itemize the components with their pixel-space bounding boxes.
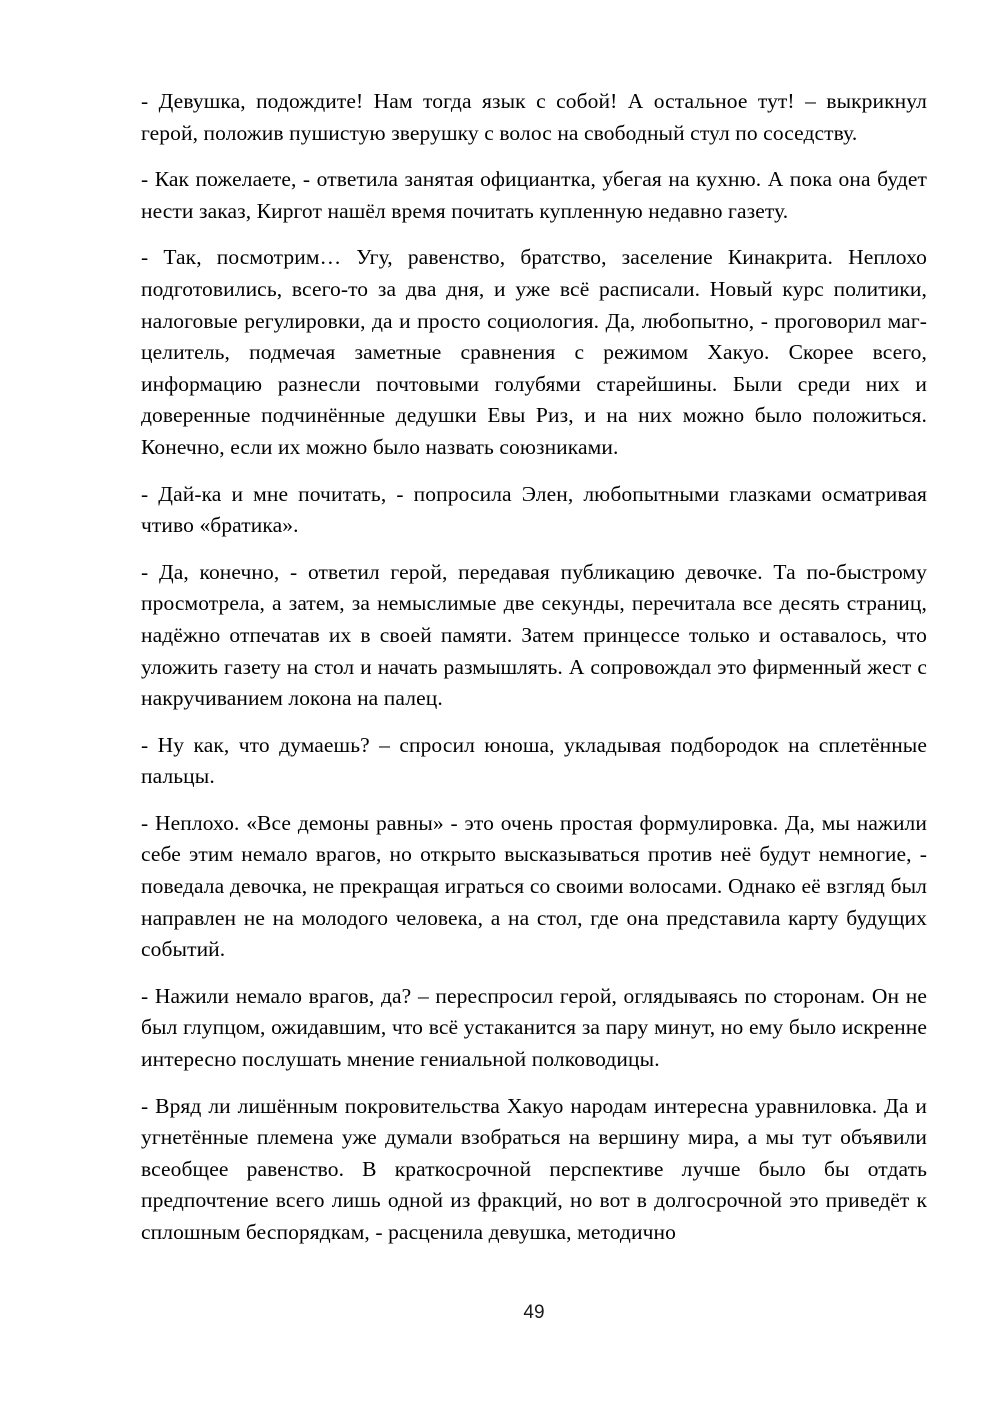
text-block [141,86,927,1264]
page-number: 49 [523,1302,545,1323]
paragraph: - Да, конечно, - ответил герой, передавая публикацию девочке. Та по-быстрому просмотрела, а затем, за немыслимые две секунды, перечитала все десять страниц, надёжно отпечатав их в своей памяти. Затем принцессе только и оставалось, что уложить газету на стол и начать размышлять. А сопровождал это фирменный жест с накручиванием локона на палец. [141,559,927,711]
paragraph: - Вряд ли лишённым покровительства Хакуо народам интересна уравниловка. Да и угнетённые племена уже думали взобраться на вершину мира, а мы тут объявили всеобщее равенство. В краткосрочной перспективе лучше было бы отдать предпочтение всего лишь одной из фракций, но вот в долгосрочной это приведёт к сплошным беспорядкам, - расценила девушка, методично [141,1093,927,1244]
paragraph: - Нажили немало врагов, да? – переспросил герой, оглядываясь по сторонам. Он не был глупцом, ожидавшим, что всё устаканится за пару минут, но ему было искренне интересно послушать мнение гениальной полководицы. [141,983,927,1072]
paragraph: - Как пожелаете, - ответила занятая официантка, убегая на кухню. А пока она будет нести заказ, Киргот нашёл время почитать купленную недавно газету. [141,167,927,223]
paragraph: - Дай-ка и мне почитать, - попросила Элен, любопытными глазками осматривая чтиво «братика». [141,481,927,538]
paragraph: - Так, посмотрим… Угу, равенство, братство, заселение Кинакрита. Неплохо подготовились, всего-то за два дня, и уже всё расписали. Новый курс политики, налоговые регулировки, да и просто социология. Да, любопытно, - проговорил маг-целитель, подмечая заметные сравнения с режимом Хакуо. Скорее всего, информацию разнесли почтовыми голубями старейшины. Были среди них и доверенные подчинённые дедушки Евы Риз, и на них можно было положиться. Конечно, если их можно было назвать союзниками. [141,245,927,459]
paragraph: - Ну как, что думаешь? – спросил юноша, укладывая подбородок на сплетённые пальцы. [141,732,927,789]
paragraph: - Девушка, подождите! Нам тогда язык с собой! А остальное тут! – выкрикнул герой, положив пушистую зверушку с волос на свободный стул по соседству. [141,89,927,145]
page-footer [141,1302,927,1324]
paragraph: - Неплохо. «Все демоны равны» - это очень простая формулировка. Да, мы нажили себе этим немало врагов, но открыто высказываться против неё будут немногие, - поведала девочка, не прекращая играться со своими волосами. Однако её взгляд был направлен не на молодого человека, а на стол, где она представила карту будущих событий. [141,810,927,962]
